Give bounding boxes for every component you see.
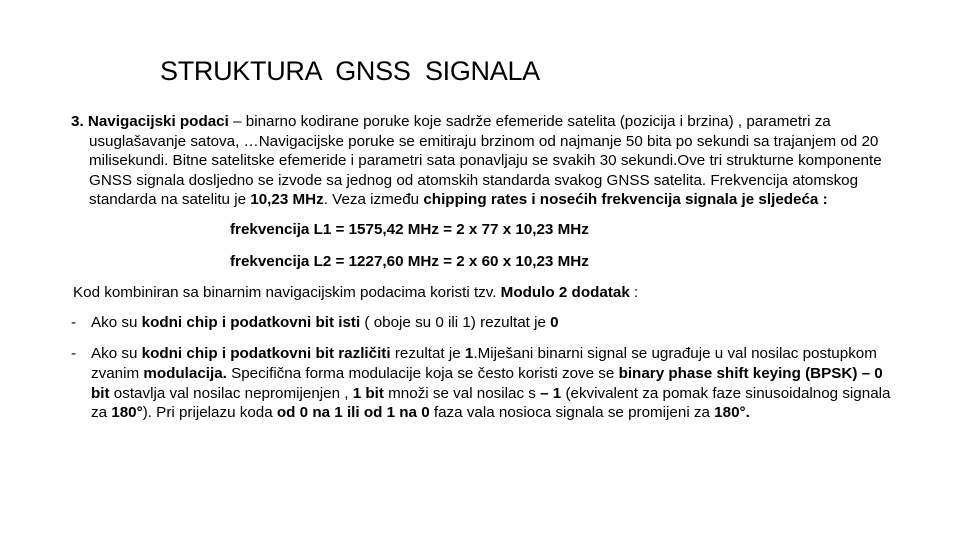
bullet-text: ostavlja val nosilac nepromijenjen , xyxy=(109,384,353,402)
bullet-text: ( oboje su 0 ili 1) rezultat je xyxy=(360,313,551,331)
modulo2-paragraph xyxy=(73,283,901,303)
paragraph-lead: 3. Navigacijski podaci xyxy=(71,113,229,130)
bullet-bold: 180° xyxy=(111,404,143,422)
bullet-bold: 1 bit xyxy=(352,384,384,402)
bullet-dash: - xyxy=(71,345,77,363)
bullet-item-same-bits xyxy=(71,313,901,333)
bullet-text: faza vala nosioca signala se promijeni za xyxy=(429,404,715,422)
bullet-dash: - xyxy=(71,313,77,331)
bullet-text: ). Pri prijelazu koda xyxy=(142,404,277,422)
chipping-rates-phrase: chipping rates i nosećih frekvencija signala je sljedeća : xyxy=(423,191,828,209)
bullet-text: Specifična forma modulacije koja se često koristi zove se xyxy=(226,364,619,382)
paragraph-text: Kod kombiniran sa binarnim navigacijskim podacima koristi tzv. xyxy=(73,284,501,302)
navigation-data-paragraph xyxy=(71,112,901,210)
frequency-l1-formula: frekvencija L1 = 1575,42 MHz = 2 x 77 x 10,23 MHz xyxy=(230,220,589,238)
bullet-bold: – 1 xyxy=(540,384,562,402)
bullet-text: množi se val nosilac s xyxy=(383,384,541,402)
frequency-l2-formula: frekvencija L2 = 1227,60 MHz = 2 x 60 x 10,23 MHz xyxy=(230,252,589,270)
atomic-frequency-value: 10,23 MHz xyxy=(250,191,324,209)
bullet-bold: modulacija. xyxy=(143,364,227,382)
slide-body xyxy=(71,112,901,423)
bullet-text: Ako su xyxy=(91,345,142,363)
paragraph-text: : xyxy=(629,284,639,302)
bullet-bold: binary phase shift keying (BPSK) – 0 bit xyxy=(91,364,883,402)
bullet-text: .Miješani binarni signal se ugrađuje u val nosilac postupkom zvanim xyxy=(91,345,877,382)
bullet-bold: kodni chip i podatkovni bit isti xyxy=(141,313,361,331)
bullet-text: (ekvivalent za pomak faze sinusoidalnog signala za xyxy=(91,384,891,422)
bullet-bold: 1 xyxy=(464,345,474,363)
paragraph-text: – binarno kodirane poruke koje sadrže efemeride satelita (pozicija i brzina) , parametri za usuglašavanje satova, …Navigacijske poruke se emitiraju brzinom od najmanje 50 bita po sekundi sa trajanjem od 20 milisekundi. Bitne satelitske efemeride i parametri sata ponavljaju se svakih 30 sekundi.Ove tri strukturne komponente GNSS signala dosljedno se izvode sa jednog od atomskih standarda svakog GNSS satelita. Frekvencija atomskog standarda na satelitu je xyxy=(89,113,882,209)
bullet-bold: kodni chip i podatkovni bit različiti xyxy=(141,345,391,363)
bullet-item-different-bits xyxy=(71,344,901,422)
modulo2-term: Modulo 2 dodatak xyxy=(500,284,630,302)
bullet-text: rezultat je xyxy=(390,345,465,363)
slide-title: STRUKTURA GNSS SIGNALA xyxy=(160,56,540,86)
paragraph-text: . Veza između xyxy=(323,191,424,209)
bullet-bold: 180°. xyxy=(714,404,750,422)
bullet-bold: od 0 na 1 ili od 1 na 0 xyxy=(276,404,430,422)
bullet-text: Ako su xyxy=(91,313,142,331)
bullet-bold: 0 xyxy=(550,313,559,331)
